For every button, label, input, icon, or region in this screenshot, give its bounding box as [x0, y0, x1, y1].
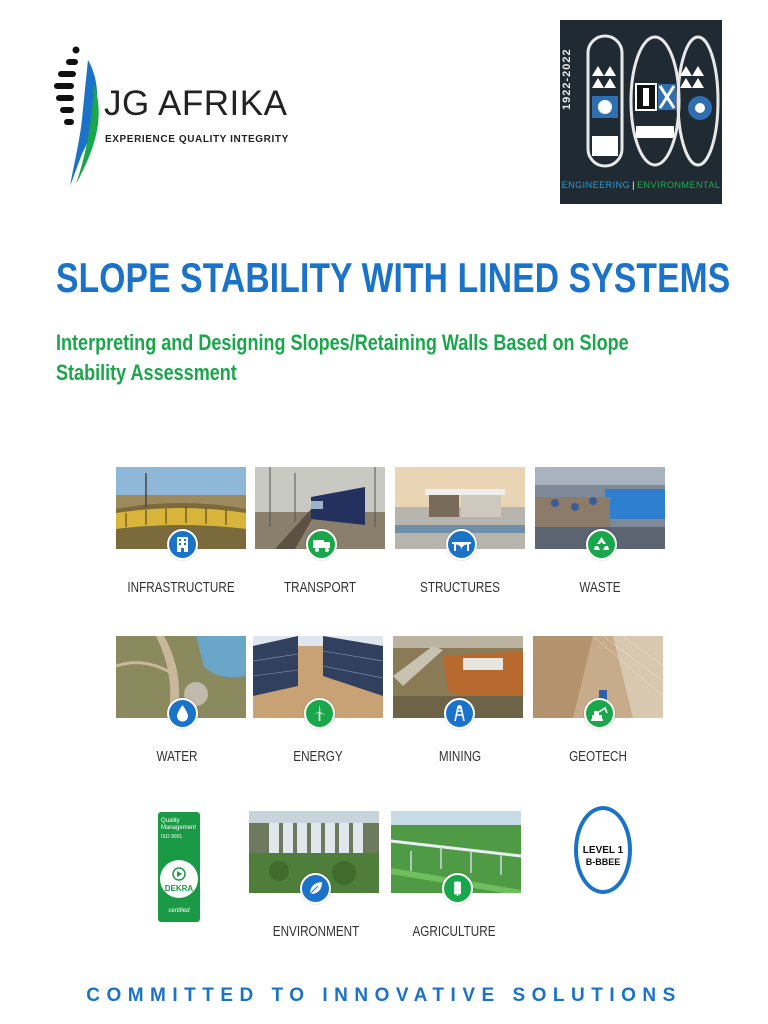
- dekra-signature: certified: [168, 908, 190, 914]
- wheat-icon: [444, 875, 471, 902]
- leaf-icon: [302, 875, 329, 902]
- sector-label-infrastructure: INFRASTRUCTURE: [127, 579, 235, 596]
- badge-environmental-label: ENVIRONMENTAL: [637, 180, 721, 190]
- waste-badge: [586, 529, 617, 560]
- badge-years: 1922-2022: [561, 48, 573, 110]
- bbbee-status-text: B-BBEE: [585, 857, 621, 867]
- recycle-icon: [588, 531, 615, 558]
- bbbee-level1-badge: [574, 806, 632, 894]
- sector-label-water: WATER: [156, 748, 198, 765]
- mining-badge: [444, 698, 475, 729]
- sector-label-mining: MINING: [438, 748, 482, 765]
- bbbee-level-text: LEVEL 1: [582, 845, 624, 856]
- excavator-icon: [586, 700, 613, 727]
- sector-label-waste: WASTE: [579, 579, 621, 596]
- dekra-iso-certificate: [158, 812, 200, 922]
- sector-label-energy: ENERGY: [293, 748, 343, 765]
- jg-afrika-logo: [52, 44, 289, 194]
- transport-badge: [306, 529, 337, 560]
- badge-caption: [560, 180, 722, 190]
- centenary-100-emblem-icon: [580, 26, 720, 176]
- bridge-icon: [448, 531, 475, 558]
- wind-turbine-icon: [306, 700, 333, 727]
- dekra-brand: DEKRA: [164, 884, 194, 893]
- footer-slogan: COMMITTED TO INNOVATIVE SOLUTIONS: [86, 985, 682, 1006]
- sector-label-geotech: GEOTECH: [569, 748, 627, 765]
- truck-icon: [308, 531, 335, 558]
- building-icon: [169, 531, 196, 558]
- sector-label-structures: STRUCTURES: [420, 579, 500, 596]
- sector-label-agriculture: AGRICULTURE: [412, 923, 496, 940]
- energy-badge: [304, 698, 335, 729]
- infrastructure-badge: [167, 529, 198, 560]
- agriculture-badge: [442, 873, 473, 904]
- water-drop-icon: [169, 700, 196, 727]
- page-subtitle: Interpreting and Designing Slopes/Retaining Walls Based on Slope Stability Assessment: [56, 330, 629, 385]
- logo-brand-name: JG AFRIKA: [104, 84, 288, 123]
- logo-tagline: EXPERIENCE QUALITY INTEGRITY: [105, 134, 289, 145]
- water-badge: [167, 698, 198, 729]
- sector-label-environment: ENVIRONMENT: [272, 923, 360, 940]
- geotech-badge: [584, 698, 615, 729]
- environment-badge: [300, 873, 331, 904]
- badge-engineering-label: ENGINEERING: [561, 180, 631, 190]
- page-title: SLOPE STABILITY WITH LINED SYSTEMS: [56, 254, 731, 301]
- dekra-iso-text: ISO 9001: [161, 834, 183, 840]
- dekra-quality-text: Quality Management: [161, 818, 197, 831]
- structures-badge: [446, 529, 477, 560]
- centenary-badge: [560, 20, 722, 204]
- sector-label-transport: TRANSPORT: [284, 579, 356, 596]
- mine-headframe-icon: [446, 700, 473, 727]
- badge-separator: |: [632, 180, 635, 190]
- bbbee-inner-circle: [578, 810, 628, 890]
- logo-mark-icon: [52, 44, 102, 194]
